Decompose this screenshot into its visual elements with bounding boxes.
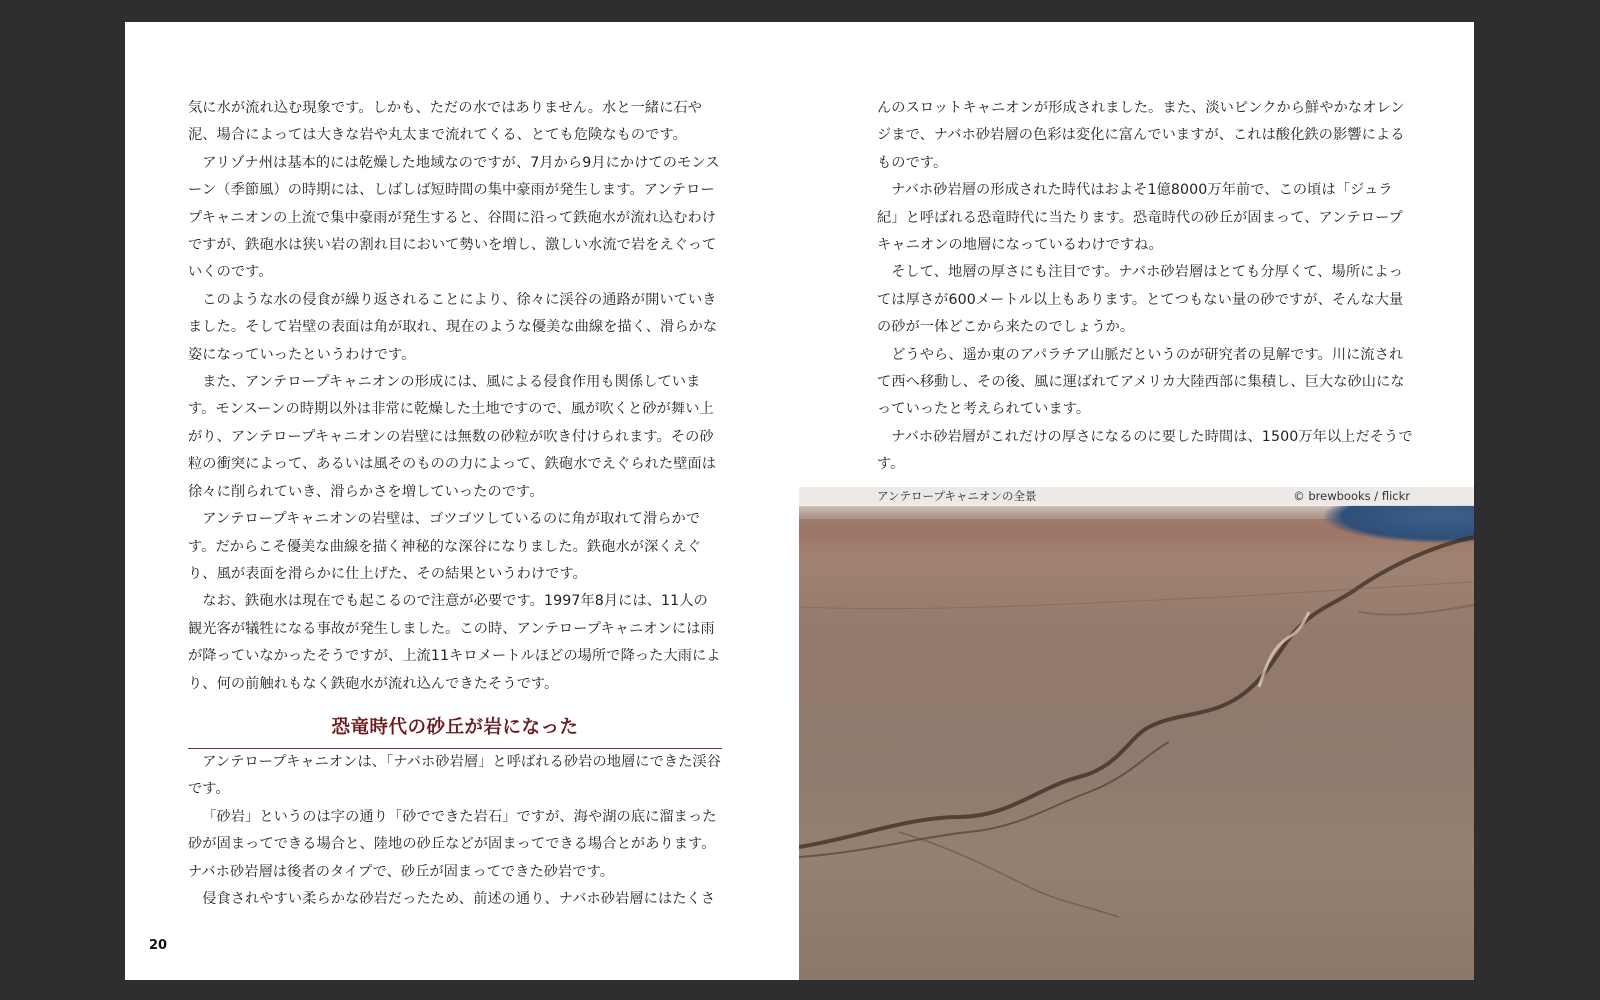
page-number: 20 (149, 938, 168, 953)
paragraph: アンテロープキャニオンは、「ナバホ砂岩層」と呼ばれる砂岩の地層にできた渓谷です。 (188, 754, 722, 798)
paragraph: また、アンテロープキャニオンの形成には、風による侵食作用も関係しています。モンスーンの時期以外は非常に乾燥した土地ですので、風が吹くと砂が舞い上がり、アンテロープキャニオンの岩壁には無数の砂粒が吹き付けられます。その砂粒の衝突によって、あるいは風そのものの力によって、鉄砲水でえぐられた壁面は徐々に削られていき、滑らかさを増していったのです。 (188, 374, 717, 500)
paragraph: 気に水が流れ込む現象です。しかも、ただの水ではありません。水と一緒に石や泥、場合によっては大きな岩や丸太まで流れてくる、とても危険なものです。 (188, 100, 703, 144)
paragraph: そして、地層の厚さにも注目です。ナバホ砂岩層はとても分厚くて、場所によっては厚さが600メートル以上もあります。とてつもない量の砂ですが、そんな大量の砂が一体どこから来たのでしょうか。 (877, 264, 1404, 336)
paragraph: このような水の侵食が繰り返されることにより、徐々に渓谷の通路が開いていきました。そして岩壁の表面は角が取れ、現在のような優美な曲線を描く、滑らかな姿になっていったというわけです。 (188, 291, 718, 363)
canyon-aerial-photo (799, 487, 1474, 980)
photo-caption: アンテロープキャニオンの全景 (877, 489, 1037, 503)
paragraph: アリゾナ州は基本的には乾燥した地域なのですが、7月から9月にかけてのモンスーン（季節風）の時期には、しばしば短時間の集中豪雨が発生します。アンテロープキャニオンの上流で集中豪雨が発生すると、谷間に沿って鉄砲水が流れ込むわけですが、鉄砲水は狭い岩の割れ目において勢いを増し、激しい水流で岩をえぐっていくのです。 (188, 154, 720, 281)
paragraph: んのスロットキャニオンが形成されました。また、淡いピンクから鮮やかなオレンジまで、ナバホ砂岩層の色彩は変化に富んでいますが、これは酸化鉄の影響によるものです。 (877, 100, 1405, 171)
photo-credit: © brewbooks / flickr (1293, 489, 1410, 503)
left-body-text-top (188, 95, 722, 698)
left-body-text-bottom (188, 749, 722, 913)
book-spread (125, 22, 1474, 980)
paragraph: ナバホ砂岩層がこれだけの厚さになるのに要した時間は、1500万年以上だそうです。 (877, 428, 1413, 473)
paragraph: アンテロープキャニオンの岩壁は、ゴツゴツしているのに角が取れて滑らかです。だからこそ優美な曲線を描く神秘的な深谷になりました。鉄砲水が深くえぐり、風が表面を滑らかに仕上げた、その結果というわけです。 (188, 511, 702, 582)
right-page (799, 22, 1474, 980)
canyon-crack-drawing (799, 487, 1474, 980)
paragraph: なお、鉄砲水は現在でも起こるので注意が必要です。1997年8月には、11人の観光客が犠牲になる事故が発生しました。この時、アンテロープキャニオンには雨が降っていなかったそうですが、上流11キロメートルほどの場所で降った大雨により、何の前触れもなく鉄砲水が流れ込んできたそうです。 (188, 593, 721, 692)
photo-caption-bar (799, 487, 1474, 506)
paragraph: 侵食されやすい柔らかな砂岩だったため、前述の通り、ナバホ砂岩層にはたくさ (202, 891, 716, 908)
section-heading: 恐竜時代の砂丘が岩になった (331, 717, 579, 738)
left-page (125, 22, 799, 980)
paragraph: どうやら、遥か東のアパラチア山脈だというのが研究者の見解です。川に流されて西へ移動し、その後、風に運ばれてアメリカ大陸西部に集積し、巨大な砂山になっていったと考えられています。 (877, 346, 1405, 418)
section-heading-block (188, 714, 722, 749)
right-body-text (877, 95, 1413, 479)
paragraph: 「砂岩」というのは字の通り「砂でできた岩石」ですが、海や湖の底に溜まった砂が固まってできる場合と、陸地の砂丘などが固まってできる場合とがあります。ナバホ砂岩層は後者のタイプで、砂丘が固まってできた砂岩です。 (188, 808, 717, 880)
paragraph: ナバホ砂岩層の形成された時代はおよそ1億8000万年前で、この頃は「ジュラ紀」と呼ばれる恐竜時代に当たります。恐竜時代の砂丘が固まって、アンテロープキャニオンの地層になっているわけですね。 (877, 182, 1403, 254)
